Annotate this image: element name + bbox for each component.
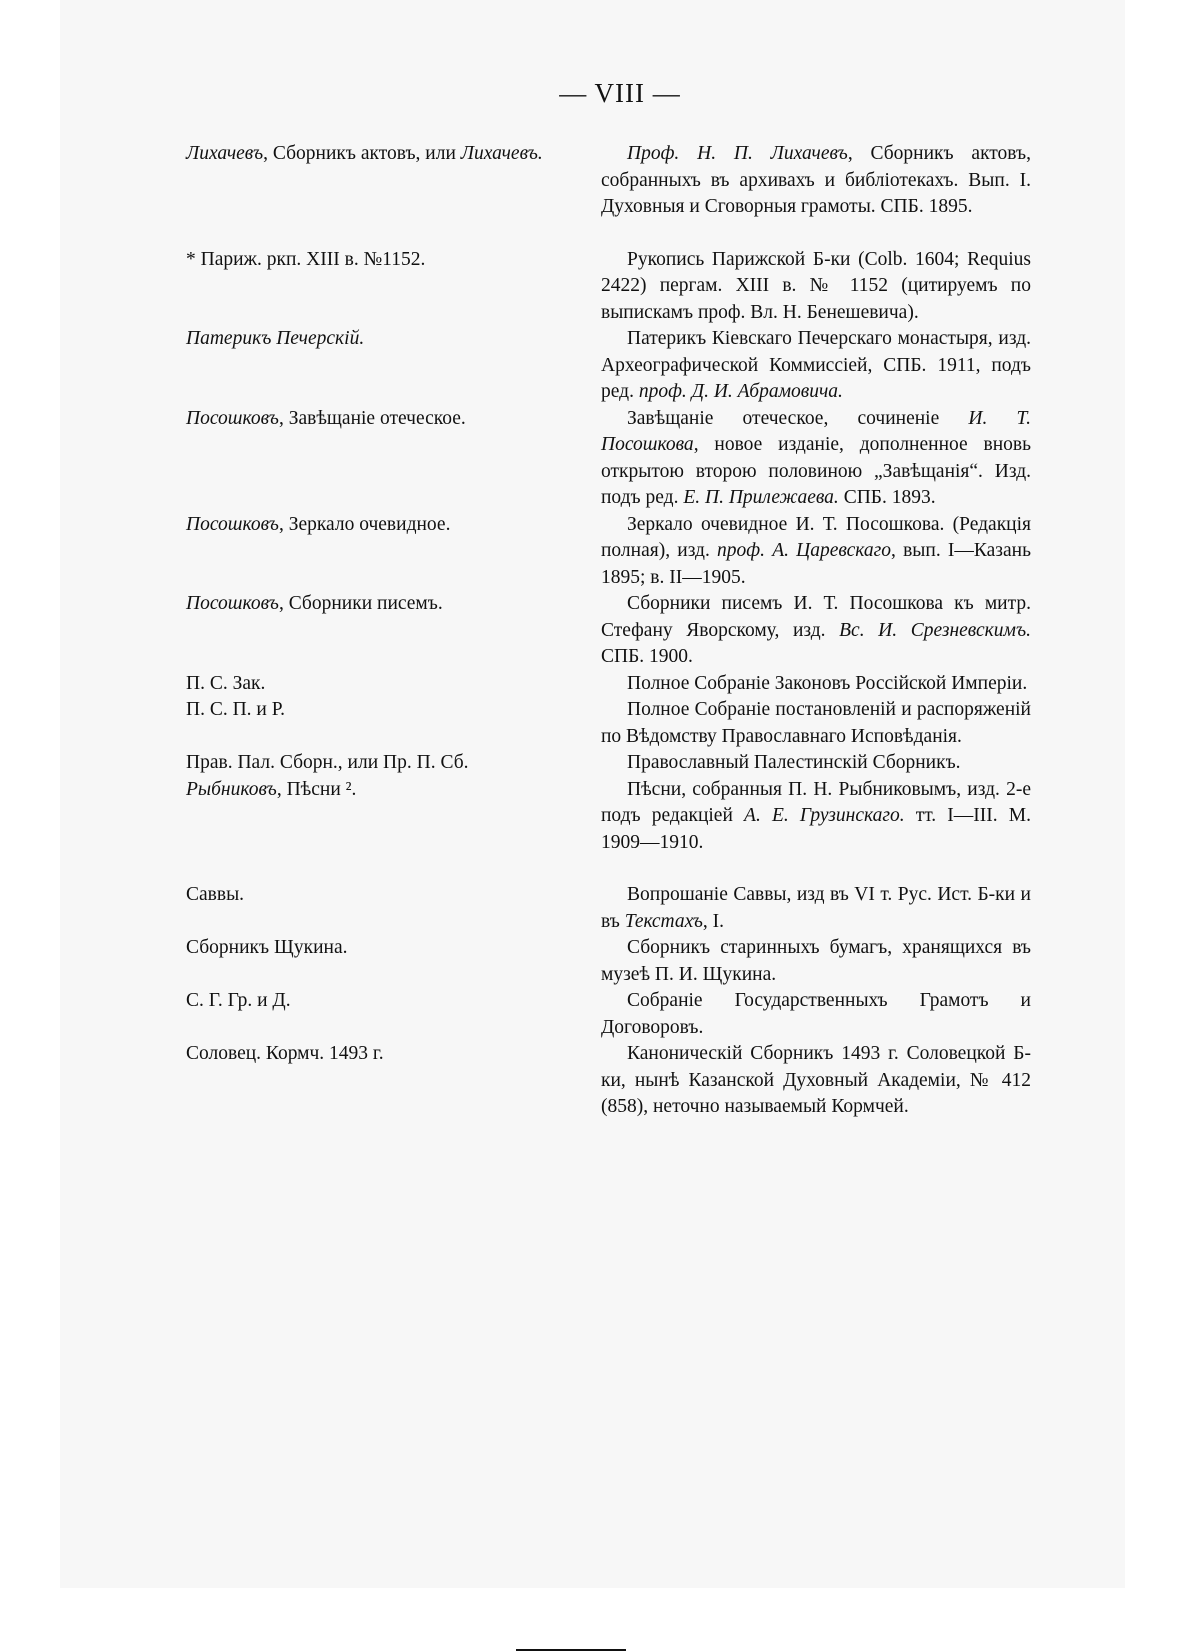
abbreviation-list <box>60 141 1125 1121</box>
entry-pspr <box>60 697 1125 750</box>
entry-abbreviation: Посошковъ, Сборники писемъ. <box>186 593 443 614</box>
entry-full-title: Сборники писемъ И. Т. Посошкова къ митр. Стефану Яворскому, изд. Вс. И. Срезневскимъ. СПБ. 1900. <box>601 593 1031 667</box>
entry-abbreviation: П. С. Зак. <box>186 672 266 694</box>
entry-abbreviation: Посошковъ, Зеркало очевидное. <box>186 513 451 535</box>
entry-full-title: Православный Палестинскій Сборникъ. <box>627 752 961 773</box>
entry-sggd <box>60 988 1125 1041</box>
entry-full-title: Полное Собраніе постановленій и распоряженій по Вѣдомству Православнаго Исповѣданія. <box>601 699 1031 747</box>
entry-abbreviation: Рыбниковъ, Пѣсни ². <box>186 778 357 800</box>
entry-pososhkov-letters <box>60 591 1125 671</box>
entry-full-title: Полное Собраніе Законовъ Россійской Имперіи. <box>627 672 1028 694</box>
entry-likhachev <box>60 141 1125 247</box>
entry-full-title: Собраніе Государственныхъ Грамотъ и Договоровъ. <box>601 990 1031 1038</box>
entry-abbreviation: * Париж. ркп. XIII в. №1152. <box>186 248 426 270</box>
entry-full-title: Завѣщаніе отеческое, сочиненіе И. Т. Посошкова, новое изданіе, дополненное вновь открытою второю половиною „Завѣщанія“. Изд. подъ ред. Е. П. Прилежаева. СПБ. 1893. <box>601 407 1031 508</box>
entry-abbreviation: Лихачевъ, Сборникъ актовъ, или Лихачевъ. <box>186 143 543 164</box>
entry-abbreviation: Патерикъ Печерскій. <box>186 328 365 349</box>
document-page <box>60 0 1125 1588</box>
entry-full-title: Пѣсни, собранныя П. Н. Рыбниковымъ, изд. 2-е подъ редакціей А. Е. Грузинскаго. тт. I—III. М. 1909—1910. <box>601 778 1031 853</box>
entry-pososhkov-testament <box>60 406 1125 512</box>
entry-full-title: Рукопись Парижской Б-ки (Colb. 1604; Requius 2422) пергам. XIII в. № 1152 (цитируемъ по выпискамъ проф. Вл. Н. Бенешевича). <box>601 248 1031 323</box>
entry-shchukin <box>60 935 1125 988</box>
entry-savva <box>60 882 1125 935</box>
entry-full-title: Каноническій Сборникъ 1493 г. Соловецкой Б-ки, нынѣ Казанской Духовный Академіи, № 412 (858), неточно называемый Кормчей. <box>601 1043 1031 1117</box>
entry-abbreviation: Саввы. <box>186 884 245 905</box>
entry-abbreviation: Посошковъ, Завѣщаніе отеческое. <box>186 407 466 429</box>
entry-palestine-sbornik <box>60 750 1125 777</box>
entry-abbreviation: Сборникъ Щукина. <box>186 937 348 958</box>
entry-abbreviation: Соловец. Кормч. 1493 г. <box>186 1043 384 1064</box>
entry-psz <box>60 671 1125 698</box>
entry-paris-manuscript <box>60 247 1125 327</box>
entry-paterik <box>60 326 1125 406</box>
entry-solovets-kormchaya <box>60 1041 1125 1121</box>
page-number: — VIII — <box>559 78 681 108</box>
entry-full-title: Сборникъ старинныхъ бумагъ, хранящихся въ музеѣ П. И. Щукина. <box>601 937 1031 985</box>
entry-abbreviation: С. Г. Гр. и Д. <box>186 990 291 1011</box>
entry-abbreviation: П. С. П. и Р. <box>186 699 286 720</box>
entry-pososhkov-mirror <box>60 512 1125 592</box>
entry-full-title: Зеркало очевидное И. Т. Посошкова. (Редакція полная), изд. проф. А. Царевскаго, вып. I—Казань 1895; в. II—1905. <box>601 513 1031 588</box>
entry-abbreviation: Прав. Пал. Сборн., или Пр. П. Сб. <box>186 752 469 773</box>
entry-rybnikov <box>60 777 1125 883</box>
entry-full-title: Проф. Н. П. Лихачевъ, Сборникъ актовъ, собранныхъ въ архивахъ и библіотекахъ. Вып. I. Духовныя и Сговорныя грамоты. СПБ. 1895. <box>601 143 1031 217</box>
entry-full-title: Патерикъ Кіевскаго Печерскаго монастыря, изд. Археографической Коммиссіей, СПБ. 1911, подъ ред. проф. Д. И. Абрамовича. <box>601 328 1031 402</box>
entry-full-title: Вопрошаніе Саввы, изд въ VI т. Рус. Ист. Б-ки и въ Текстахъ, I. <box>601 884 1031 932</box>
